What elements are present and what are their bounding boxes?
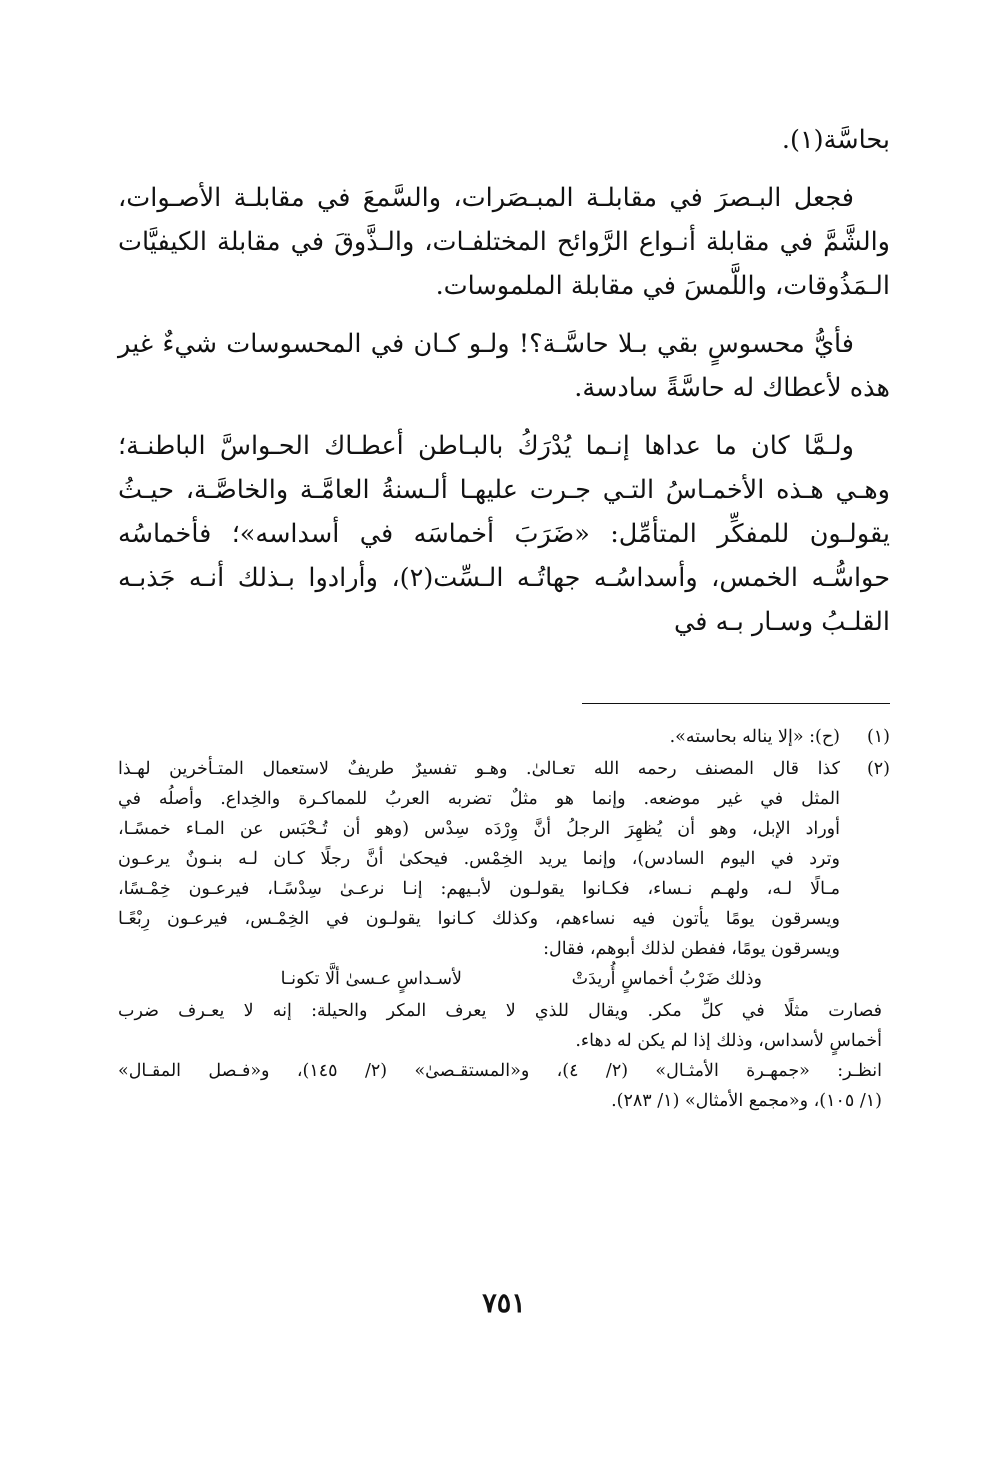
- paragraph-2: [118, 322, 890, 410]
- footnote-number: (١): [866, 727, 890, 747]
- text-line: والشَّمَّ في مقابلة أنـواع الرَّوائح المختلفـات، والـذَّوقَ في مقابلة الكيفيَّات: [118, 227, 890, 257]
- footnote-line: ويسرقون يومًا، ففطن لذلك أبوهم، فقال:: [543, 939, 840, 959]
- footnote-body: [118, 754, 840, 994]
- page-number: ٧٥١: [482, 1288, 526, 1319]
- footnote-line: انظـر: «جمهـرة الأمثـال» (٢/ ٤)، و«المستقـصىٰ» (٢/ ١٤٥)، و«فـصل المقـال»: [118, 1061, 882, 1081]
- footnote-body: [118, 722, 840, 752]
- footnote-line: كذا قال المصنف رحمه الله تعـالىٰ. وهـو تفسيرٌ طريفٌ لاستعمال المتـأخرين لهـذا: [118, 759, 840, 779]
- text-line: الـمَذُوقات، واللَّمسَ في مقابلة الملموسات.: [435, 271, 890, 301]
- paragraph-3: [118, 424, 890, 644]
- footnote-line: مـالًا لـه، ولهـم نـساء، فكـانوا يقولـون لأبـيهم: إنـا نرعـىٰ سِدْسًـا، فيرعـون خِمْـسًا،: [118, 879, 840, 899]
- main-text: [118, 118, 890, 644]
- text-line: للمفكِّر المتأمِّل: «ضَرَبَ أخماسَه في أسداسه»؛ فأخماسُه حواسُّـه الخمس،: [118, 519, 890, 593]
- text-line: ولـمَّا كان ما عداها إنـما يُدْرَكُ بالبـاطن أعطـاك الحـواسَّ الباطنـة؛ وهـي: [118, 431, 890, 505]
- footnote-2-continuation: [118, 996, 890, 1116]
- footnote-line: المثل في غير موضعه. وإنما هو مثلٌ تضربه العربُ للمماكـرة والخِداع. وأصلُه في: [118, 789, 840, 809]
- text-line: فجعل البـصرَ في مقابلـة المبـصَرات، والسَّمعَ في مقابلـة الأصـوات،: [118, 183, 854, 213]
- footnote-2: [118, 754, 890, 994]
- footnote-line: أوراد الإبل، وهو أن يُظهِرَ الرجلُ أنَّ وِرْدَه سِدْس (وهو أن تُـحْبَس عن المـاء خمسًـا،: [118, 819, 840, 839]
- footnote-line: أخماسٍ لأسداس، وذلك إذا لم يكن له دهاء.: [575, 1031, 882, 1051]
- opening-line: بحاسَّة(١).: [781, 125, 890, 155]
- footnote-divider: [582, 703, 890, 704]
- footnote-line: (ح): «إلا يناله بحاسته».: [669, 727, 840, 747]
- text-line: هذه لأعطاك له حاسَّةً سادسة.: [574, 373, 890, 403]
- book-page: [118, 118, 890, 1358]
- text-line: فأيُّ محسوسٍ بقي بـلا حاسَّـة؟! ولـو كـان في المحسوسات شيءٌ غير: [118, 329, 854, 359]
- text-line: وأسداسُـه جهاتُـه الـسِّت(٢)، وأرادوا بـذلك أنـه جَذبـه القلـبُ وسـار بـه في: [118, 563, 890, 637]
- paragraph-1: [118, 176, 890, 308]
- footnotes: [118, 722, 890, 1116]
- text-line: هـذه الأخمـاسُ التـي جـرت عليهـا ألـسنةُ العامَّـة والخاصَّـة، حيـثُ يقولـون: [118, 475, 890, 549]
- footnote-1: [118, 722, 890, 752]
- footnote-line: (١/ ١٠٥)، و«مجمع الأمثال» (١/ ٢٨٣).: [611, 1091, 882, 1111]
- footnote-number: (٢): [866, 759, 890, 779]
- footnote-line: فصارت مثلًا في كلِّ مكر. ويقال للذي لا يعرف المكر والحيلة: إنه لا يعـرف ضرب: [118, 1001, 882, 1021]
- footnote-line: ويسرقون يومًا يأتون فيه نساءهم، وكذلك كـانوا يقولـون في الخِمْـس، فيرعـون رِبْعًـا: [118, 909, 840, 929]
- footnote-line: وترد في اليوم السادس)، وإنما يريد الخِمْس. فيحكىٰ أنَّ رجلًا كـان لـه بنـونٌ يرعـون: [118, 849, 840, 869]
- verse-second-hemistich: لأسـداسٍ عـسىٰ ألَّا تكونـا: [280, 969, 462, 989]
- poetry-verse: [118, 964, 840, 994]
- verse-first-hemistich: وذلك ضَرْبُ أخماسٍ أُريدَتْ: [571, 969, 762, 989]
